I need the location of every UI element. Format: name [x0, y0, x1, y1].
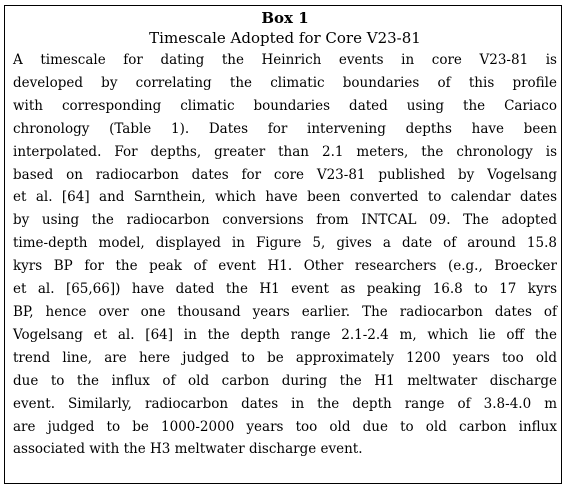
- body-line: kyrs BP for the peak of event H1. Other researchers (e.g., Broecker: [13, 258, 557, 275]
- body-line: due to the influx of old carbon during the H1 meltwater discharge: [13, 372, 557, 389]
- body-line: time-depth model, displayed in Figure 5, gives a date of around 15.8: [13, 235, 557, 252]
- body-line: associated with the H3 meltwater discharge event.: [13, 441, 363, 458]
- box-label: Box 1: [261, 9, 309, 27]
- body-line: based on radiocarbon dates for core V23-81 published by Vogelsang: [13, 166, 557, 183]
- body-line: trend line, are here judged to be approximately 1200 years too old: [13, 349, 557, 366]
- body-line: Vogelsang et al. [64] in the depth range 2.1-2.4 m, which lie off the: [13, 326, 557, 343]
- box-title: Timescale Adopted for Core V23-81: [149, 29, 421, 47]
- body-line: with corresponding climatic boundaries dated using the Cariaco: [13, 97, 557, 114]
- body-line: are judged to be 1000-2000 years too old due to old carbon influx: [13, 418, 557, 435]
- body-line: developed by correlating the climatic boundaries of this profile: [13, 74, 557, 91]
- body-line: et al. [65,66]) have dated the H1 event as peaking 16.8 to 17 kyrs: [13, 281, 557, 298]
- body-line: et al. [64] and Sarnthein, which have been converted to calendar dates: [13, 189, 557, 206]
- body-line: chronology (Table 1). Dates for intervening depths have been: [13, 120, 557, 137]
- body-line: interpolated. For depths, greater than 2.1 meters, the chronology is: [13, 143, 557, 160]
- body-line: event. Similarly, radiocarbon dates in the depth range of 3.8-4.0 m: [13, 395, 557, 412]
- box-1-panel: [4, 5, 562, 484]
- body-line: A timescale for dating the Heinrich events in core V23-81 is: [13, 52, 557, 68]
- body-line: by using the radiocarbon conversions from INTCAL 09. The adopted: [13, 212, 557, 229]
- box-body-text: [13, 49, 557, 461]
- body-line: BP, hence over one thousand years earlier. The radiocarbon dates of: [13, 303, 557, 320]
